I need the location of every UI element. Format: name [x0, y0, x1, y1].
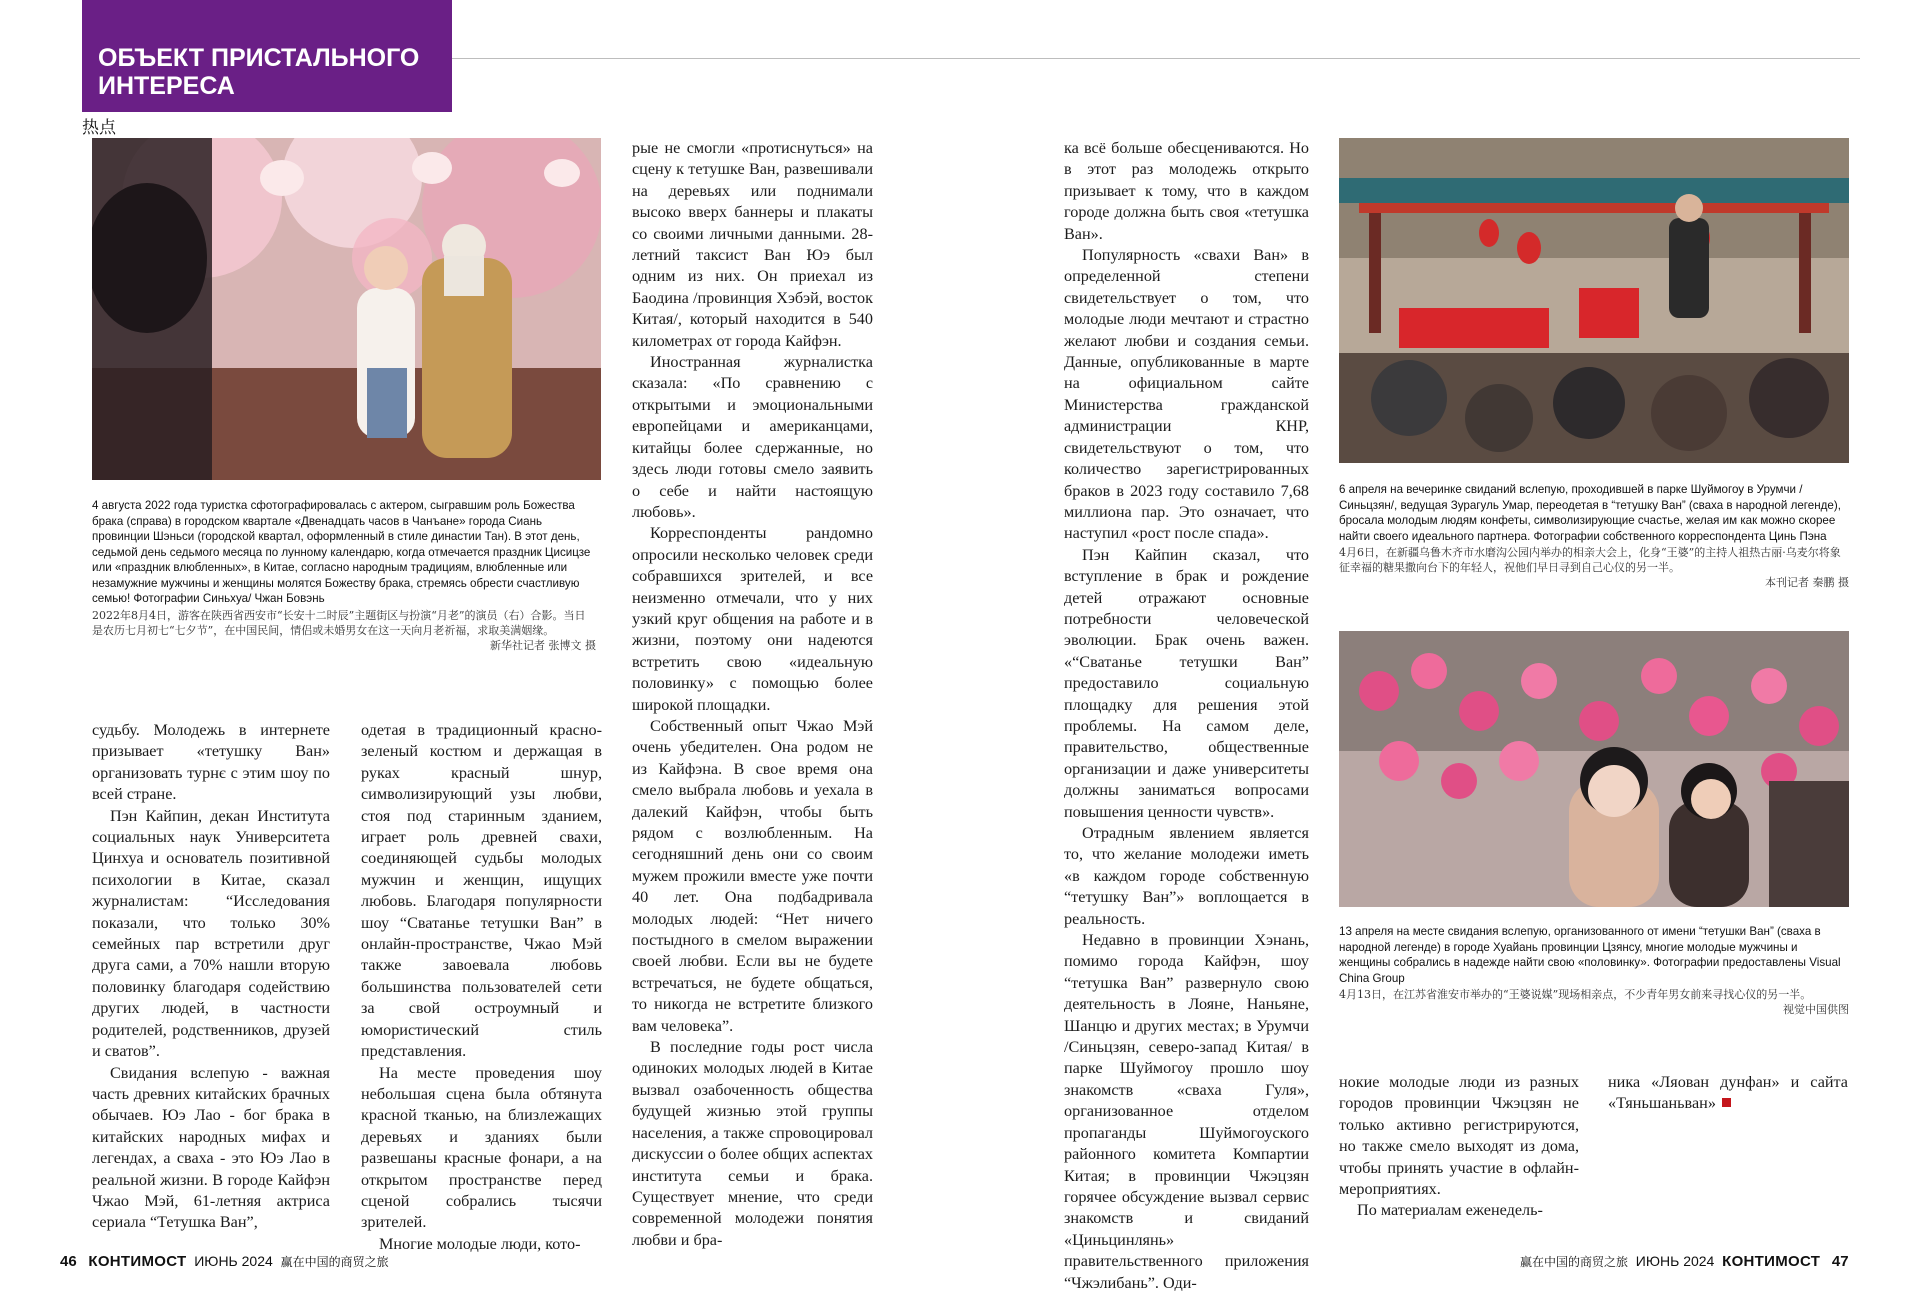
text-column-2	[361, 720, 602, 1255]
photo-huaian-hearts	[1339, 631, 1849, 907]
paragraph: По материалам еженедель-	[1357, 1201, 1543, 1220]
section-banner: ОБЪЕКТ ПРИСТАЛЬНОГО ИНТЕРЕСА	[82, 0, 452, 112]
caption-credit: 视觉中国供图	[1783, 1003, 1849, 1016]
text-column-1	[92, 720, 330, 1234]
paragraph: ка всё больше обесцениваются. Но в этот раз молодежь открыто призывает к тому, что в каждом городе должна быть своя «тетушка Ван».	[1064, 139, 1309, 243]
text-column-4	[1064, 138, 1309, 1294]
paragraph: В последние годы рост числа одиноких молодых людей в Китае вызвал озабоченность общества будущей жизнью этой группы населения, а также спровоцировал дискуссии о более общих аспектах института семьи и брака. Существует мнение, что среди современной молодежи понятия любви и бра-	[632, 1038, 873, 1249]
paragraph: Собственный опыт Чжао Мэй очень убедителен. Она родом не из Кайфэна. В свое время она смело выбрала любовь и уехала в далекий Кайфэн, чтобы быть рядом с возлюбленным. На сегодняшний день они со своим мужем прожили вместе уже почти 40 лет. Она подбадривала молодых людей: “Нет ничего постыдного в смелом выражении своей любви. Если вы не будете встречаться, не будете общаться, то никогда не встретите близкого вам человека”.	[632, 716, 873, 1035]
issue-date: ИЮНЬ 2024	[1635, 1253, 1715, 1269]
paragraph: нокие молодые люди из разных городов провинции Чжэцзян не только активно регистрируются, но также смело выходят из дома, чтобы принять участие в офлайн-мероприятиях.	[1339, 1073, 1579, 1199]
paragraph	[1608, 1072, 1848, 1115]
paragraph: Корреспонденты рандомно опросили несколько человек среди собравшихся зрителей, и все неизменно отмечали, что у них узкий круг общения на работе и в жизни, поэтому они надеются встретить свою «идеальную половинку» с помощью более широкой площадки.	[632, 524, 873, 714]
caption-text-ru: 6 апреля на вечеринке свиданий вслепую, проходившей в парке Шуймогоу в Урумчи /Синьцзян/, ведущая Зурагуль Умар, переодетая в “тетушку Ван” (сваха в народной легенде), бросала молодым людям конфеты, символизирующие счастье, желая им как можно скорее найти своего идеального партнера. Фотографии собственного корреспондента Цинь Пэна	[1339, 483, 1841, 543]
paragraph: Недавно в провинции Хэнань, помимо города Кайфэн, шоу “тетушка Ван” развернуло свою деятельность в Лояне, Наньяне, Шанцю и других местах; в Урумчи /Синьцзян, северо-запад Китая/ в парке Шуймогоу прошло шоу знакомств «сваха Гуля», организованное отделом пропаганды Шуймогоуского районного комитета Компартии Китая; в провинции Чжэцзян горячее обсуждение вызвал сервис знакомств и свиданий «Циньцинлянь» правительственного приложения “Чжэлибань”. Оди-	[1064, 931, 1309, 1292]
paragraph: Популярность «свахи Ван» в определенной степени свидетельствует о том, что молодые люди мечтают и страстно желают любви и создания семьи. Данные, опубликованные в марте на официальном сайте Министерства гражданской администрации КНР, свидетельствуют о том, что количество зарегистрированных браков в 2023 году составило 7,68 миллиона пар. Это означает, что наступил «рост после спада».	[1064, 246, 1309, 543]
page-number: 47	[1831, 1253, 1849, 1270]
paragraph: Пэн Кайпин, декан Института социальных наук Университета Цинхуа и основатель позитивной психологии в Китае, сказал журналистам: “Исследования показали, что только 30% семейных пар встретили друг друга сами, а 70% нашли вторую половинку благодаря содействию других людей, в частности родителей, родственников, друзей и сватов”.	[92, 806, 330, 1061]
tagline-cn: 赢在中国的商贸之旅	[280, 1255, 389, 1269]
paragraph: На месте проведения шоу небольшая сцена была обтянута красной тканью, на близлежащих деревьях и зданиях были развешаны красные фонари, а на открытом пространстве перед сценой собрались тысячи зрителей.	[361, 1063, 602, 1232]
footer-left	[60, 1253, 389, 1270]
photo-caption-qixi	[92, 498, 596, 653]
photo-hearts-illustration	[1339, 631, 1849, 907]
text-column-6	[1608, 1072, 1848, 1115]
paragraph: Иностранная журналистка сказала: «По сравнению с открытыми и эмоциональными европейцами и американцами, китайцы более сдержанные, но здесь люди готовы смело заявить о себе и найти настоящую любовь».	[632, 353, 873, 521]
paragraph: одетая в традиционный красно-зеленый костюм и держащая в руках красный шнур, символизирующий узы любви, стоя под старинным зданием, играет роль древней свахи, соединяющей судьбы молодых мужчин и женщин, ищущих любовь. Благодаря популярности шоу “Сватанье тетушки Ван” в онлайн-пространстве, Чжао Мэй также завоевала любовь большинства пользователей сети за свой остроумный и юмористический стиль представления.	[361, 721, 602, 1061]
photo-caption-urumqi	[1339, 482, 1849, 590]
magazine-name: КОНТИМОСТ	[88, 1253, 187, 1270]
photo-urumqi-event	[1339, 138, 1849, 463]
caption-text-ru: 13 апреля на месте свидания вслепую, организованного от имени “тетушки Ван” (сваха в народной легенде) в городе Хуайань провинции Цзянсу, многие молодые мужчины и женщины собрались в надежде найти свою «половинку». Фотографии предоставлены Visual China Group	[1339, 925, 1841, 985]
paragraph: судьбу. Молодежь в интернете призывает «тетушку Ван» организовать турнє с этим шоу по всей стране.	[92, 721, 330, 804]
photo-urumqi-illustration	[1339, 138, 1849, 463]
right-page	[960, 0, 1920, 1303]
end-mark-icon	[1722, 1098, 1731, 1107]
footer-right	[1520, 1253, 1849, 1270]
photo-caption-huaian	[1339, 924, 1849, 1017]
paragraph: Пэн Кайпин сказал, что вступление в брак и рождение детей отражают основные потребности человеческой эволюции. Брак очень важен. «“Сватанье тетушки Ван” предоставило социальную площадку для решения этой проблемы. На самом деле, правительство, общественные организации и даже университеты должны заниматься вопросами повышения ценности чувств».	[1064, 545, 1309, 821]
caption-text-cn: 2022年8月4日，游客在陕西省西安市“长安十二时辰”主题街区与扮演“月老”的演员（右）合影。当日是农历七月初七“七夕节”，在中国民间，情侣或未婚男女在这一天向月老祈福，求取美满姻缘。	[92, 608, 586, 637]
caption-credit: 本刊记者 秦鹏 摄	[1765, 576, 1849, 589]
caption-credit: 新华社记者 张博文 摄	[490, 638, 596, 652]
caption-text-ru: 4 августа 2022 года туристка сфотографировалась с актером, сыгравшим роль Божества брака (справа) в городском квартале «Двенадцать часов в Чанъане» города Сиань провинции Шэньси (городской квартал, оформленный в стиле династии Тан). В этот день, седьмой день седьмого месяца по лунному календарю, когда отмечается праздник Цисицзе или «праздник влюбленных», в Китае, согласно народным традициям, влюбленные или незамужние мужчины и женщины молятся Божеству брака, стремясь обрести счастливую семью! Фотографии Синьхуа/ Чжан Бовэнь	[92, 499, 591, 605]
paragraph: рые не смогли «протиснуться» на сцену к тетушке Ван, развешивали на деревьях или поднимали высоко вверх баннеры и плакаты со своими личными данными. 28-летний таксист Ван Юэ был одним из них. Он приехал из Баодина /провинция Хэбэй, восток Китая/, который находится в 540 километрах от города Кайфэн.	[632, 139, 873, 350]
paragraph: Многие молодые люди, кото-	[379, 1234, 581, 1253]
photo-qixi-festival	[92, 138, 601, 480]
caption-text-cn: 4月13日，在江苏省淮安市举办的“王婆说媒”现场相亲点，不少青年男女前来寻找心仪的另一半。	[1339, 988, 1812, 1001]
text-column-5	[1339, 1072, 1579, 1222]
closing-text: ника «Ляован дунфан» и сайта «Тяньшаньван»	[1608, 1073, 1848, 1113]
paragraph: Отрадным явлением является то, что желание молодежи иметь «в каждом городе собственную “тетушку Ван”» воплощается в реальность.	[1064, 824, 1309, 928]
caption-text-cn: 4月6日，在新疆乌鲁木齐市水磨沟公园内举办的相亲大会上，化身“王婆”的主持人祖热古丽·乌麦尔将象征幸福的糖果撒向台下的年轻人，祝他们早日寻到自己心仪的另一半。	[1339, 546, 1841, 574]
magazine-name: КОНТИМОСТ	[1722, 1253, 1821, 1270]
section-label-cn: 热点	[82, 118, 116, 138]
tagline-cn: 赢在中国的商贸之旅	[1520, 1255, 1629, 1269]
paragraph: Свидания вслепую - важная часть древних китайских брачных обычаев. Юэ Лао - бог брака в китайских народных мифах и легендах, а сваха - это Юэ Лао в реальной жизни. В городе Кайфэн Чжао Мэй, 61-летняя актриса сериала “Тетушка Ван”,	[92, 1063, 330, 1232]
page-number: 46	[60, 1253, 77, 1270]
photo-qixi-illustration	[92, 138, 601, 480]
text-column-3	[632, 138, 873, 1251]
issue-date: ИЮНЬ 2024	[194, 1253, 273, 1269]
